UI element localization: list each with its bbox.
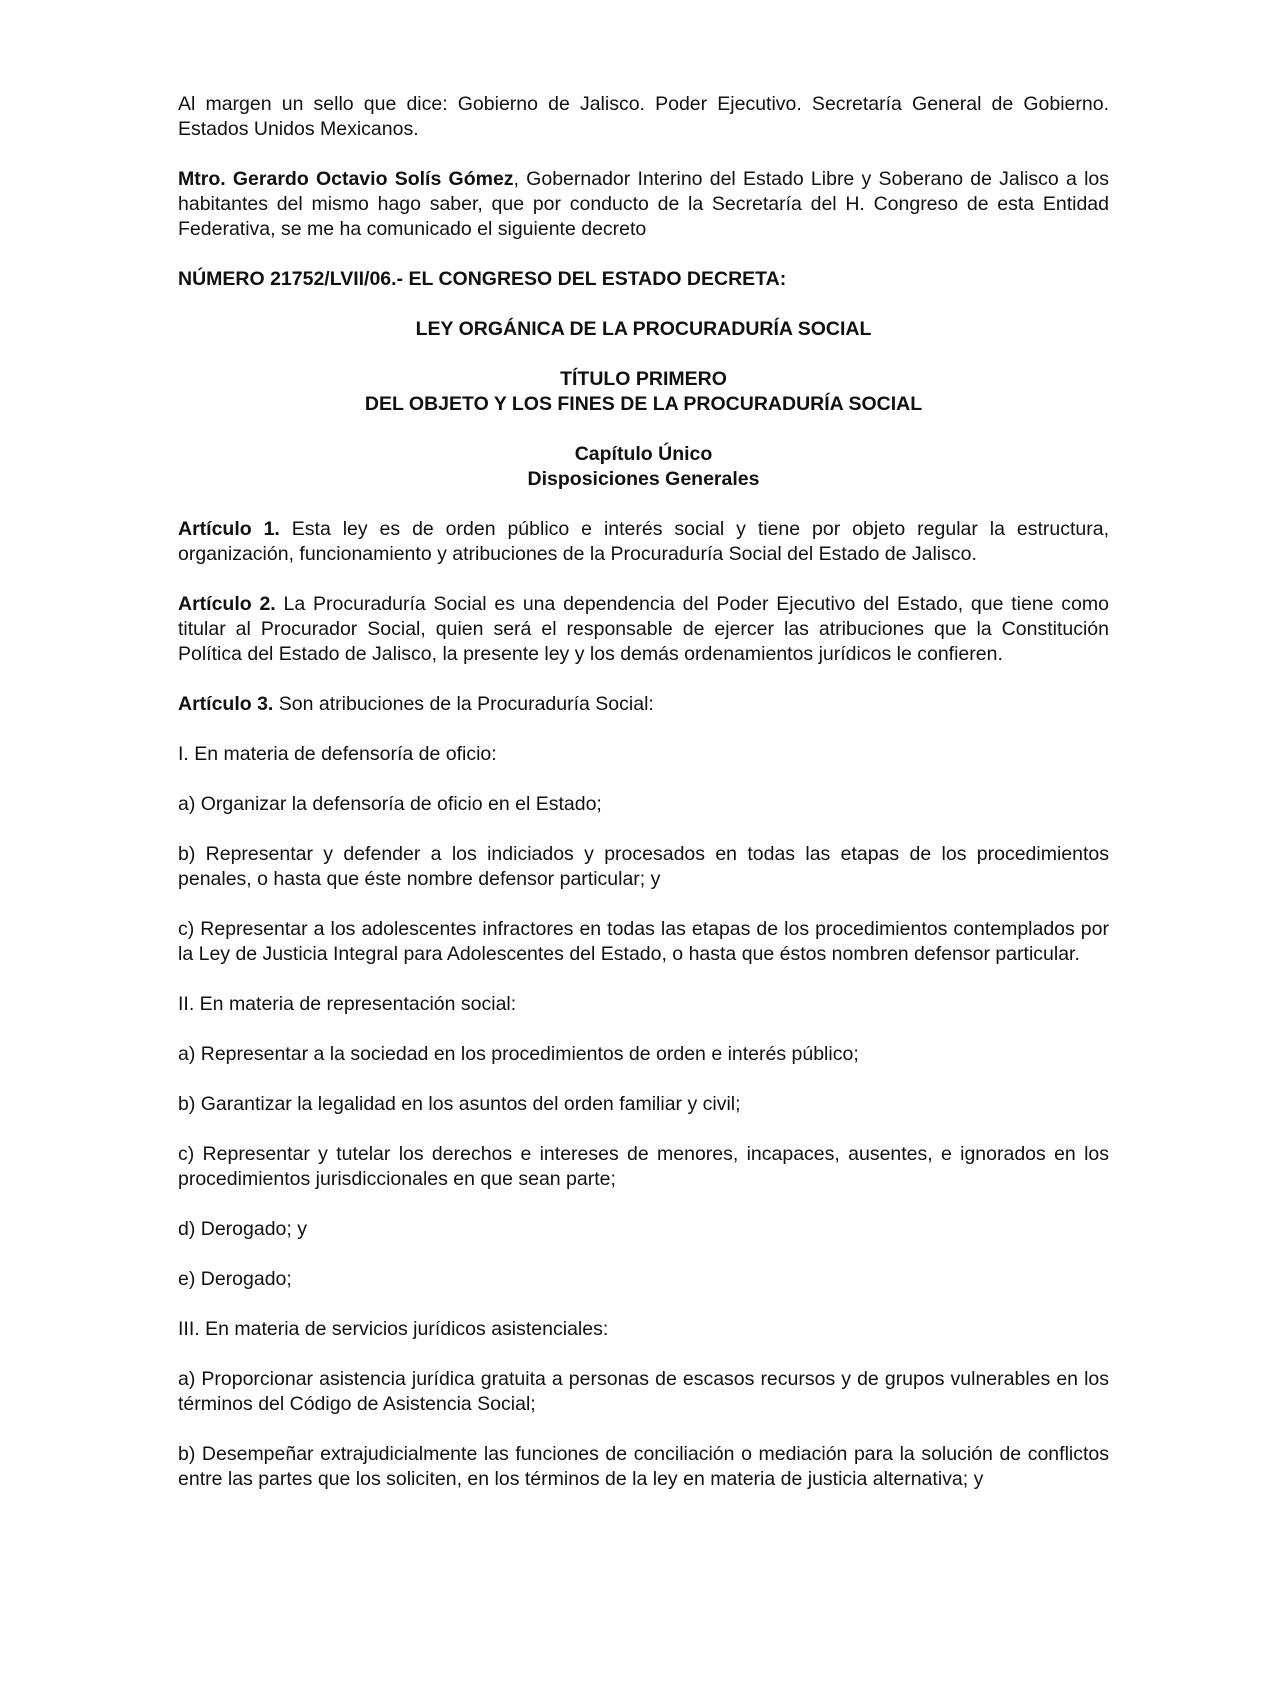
article-1 <box>178 517 1109 567</box>
seal-paragraph: Al margen un sello que dice: Gobierno de Jalisco. Poder Ejecutivo. Secretaría General de Gobierno. Estados Unidos Mexicanos. <box>178 93 1109 140</box>
fraction-2-item-b: b) Garantizar la legalidad en los asuntos del orden familiar y civil; <box>178 1093 741 1115</box>
fraction-2-item-c: c) Representar y tutelar los derechos e intereses de menores, incapaces, ausentes, e ignorados en los procedimientos jurisdiccionales en que sean parte; <box>178 1143 1109 1190</box>
article-3 <box>178 692 1109 717</box>
article-2-text: La Procuraduría Social es una dependencia del Poder Ejecutivo del Estado, que tiene como titular al Procurador Social, quien será el responsable de ejercer las atribuciones que la Constitución Política del Estado de Jalisco, la presente ley y los demás ordenamientos jurídicos le confieren. <box>178 593 1109 665</box>
fraction-2-item-e: e) Derogado; <box>178 1268 292 1290</box>
fraction-2-item-a: a) Representar a la sociedad en los procedimientos de orden e interés público; <box>178 1043 859 1065</box>
article-2 <box>178 592 1109 667</box>
article-3-label: Artículo 3. <box>178 693 274 715</box>
fraction-1-heading: I. En materia de defensoría de oficio: <box>178 743 497 765</box>
decree-heading: NÚMERO 21752/LVII/06.- EL CONGRESO DEL ESTADO DECRETA: <box>178 268 787 290</box>
fraction-3-item-b: b) Desempeñar extrajudicialmente las funciones de conciliación o mediación para la solución de conflictos entre las partes que los soliciten, en los términos de la ley en materia de justicia alternativa; y <box>178 1443 1109 1490</box>
law-title: LEY ORGÁNICA DE LA PROCURADURÍA SOCIAL <box>415 318 872 340</box>
chapter-name: Disposiciones Generales <box>527 468 760 490</box>
fraction-2-heading: II. En materia de representación social: <box>178 993 517 1015</box>
title-number: TÍTULO PRIMERO <box>560 368 727 390</box>
article-1-label: Artículo 1. <box>178 518 280 540</box>
governor-name: Mtro. Gerardo Octavio Solís Gómez <box>178 168 514 190</box>
article-1-text: Esta ley es de orden público e interés social y tiene por objeto regular la estructura, organización, funcionamiento y atribuciones de la Procuraduría Social del Estado de Jalisco. <box>178 518 1110 565</box>
chapter-heading <box>178 442 1109 492</box>
fraction-1-item-a: a) Organizar la defensoría de oficio en el Estado; <box>178 793 602 815</box>
article-3-text: Son atribuciones de la Procuraduría Social: <box>273 693 654 715</box>
fraction-1-item-b: b) Representar y defender a los indiciados y procesados en todas las etapas de los procedimientos penales, o hasta que éste nombre defensor particular; y <box>178 843 1109 890</box>
article-2-label: Artículo 2. <box>178 593 276 615</box>
title-name: DEL OBJETO Y LOS FINES DE LA PROCURADURÍA SOCIAL <box>364 393 923 415</box>
fraction-3-item-a: a) Proporcionar asistencia jurídica gratuita a personas de escasos recursos y de grupos vulnerables en los términos del Código de Asistencia Social; <box>178 1368 1109 1415</box>
title-heading <box>178 367 1109 417</box>
fraction-1-item-c: c) Representar a los adolescentes infractores en todas las etapas de los procedimientos contemplados por la Ley de Justicia Integral para Adolescentes del Estado, o hasta que éstos nombren defensor particular. <box>178 918 1109 965</box>
fraction-3-heading: III. En materia de servicios jurídicos asistenciales: <box>178 1318 609 1340</box>
governor-paragraph <box>178 167 1109 242</box>
governor-text: , Gobernador Interino del Estado Libre y Soberano de Jalisco a los habitantes del mismo hago saber, que por conducto de la Secretaría del H. Congreso de esta Entidad Federativa, se me ha comunicado el siguiente decreto <box>178 168 1109 240</box>
chapter-number: Capítulo Único <box>574 443 713 465</box>
fraction-2-item-d: d) Derogado; y <box>178 1218 307 1240</box>
